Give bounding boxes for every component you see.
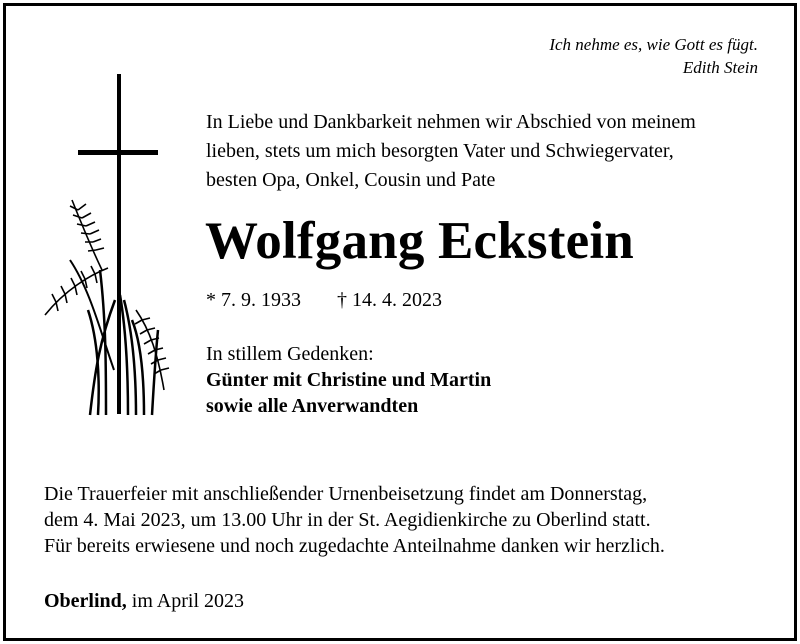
service-line: dem 4. Mai 2023, um 13.00 Uhr in der St. Aegidienkirche zu Oberlind statt. (44, 509, 651, 531)
mourners-block (206, 341, 491, 419)
mourners-heading: In stillem Gedenken: (206, 343, 374, 365)
place: Oberlind, (44, 590, 127, 612)
farewell-text (206, 108, 776, 195)
closing-date: im April 2023 (131, 590, 245, 612)
mourners-relatives: sowie alle Anverwandten (206, 395, 419, 417)
service-line: Die Trauerfeier mit anschließender Urnenbeisetzung findet am Donnerstag, (44, 483, 648, 505)
epigraph (549, 33, 758, 79)
service-line: Für bereits erwiesene und noch zugedachte Anteilnahme danken wir herzlich. (44, 535, 665, 557)
service-announcement (44, 481, 784, 559)
life-dates (206, 287, 442, 313)
deceased-name: Wolfgang Eckstein (205, 212, 634, 270)
farewell-line: In Liebe und Dankbarkeit nehmen wir Abschied von meinem (206, 111, 696, 133)
farewell-line: lieben, stets um mich besorgten Vater und Schwiegervater, (206, 140, 674, 162)
place-and-date (44, 588, 244, 614)
farewell-line: besten Opa, Onkel, Cousin und Pate (206, 169, 496, 191)
epigraph-author: Edith Stein (682, 58, 758, 77)
epigraph-text: Ich nehme es, wie Gott es fügt. (549, 35, 758, 54)
death-date: † 14. 4. 2023 (337, 289, 442, 311)
cross-with-wheat-icon (40, 70, 180, 420)
birth-date: * 7. 9. 1933 (206, 289, 301, 311)
mourners-family: Günter mit Christine und Martin (206, 369, 492, 391)
